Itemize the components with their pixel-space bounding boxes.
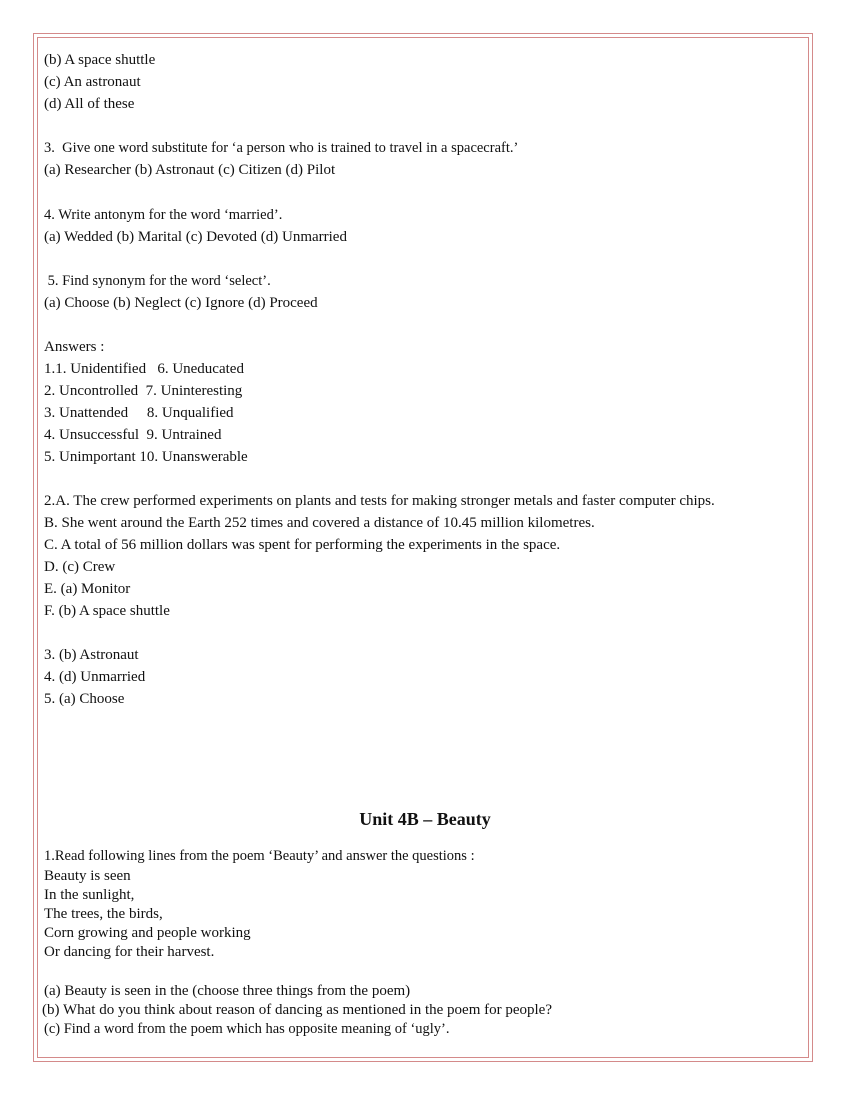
answer-line: 4. (d) Unmarried (44, 669, 146, 685)
poem-question-c: (c) Find a word from the poem which has opposite meaning of ‘ugly’. (44, 1021, 450, 1037)
poem-line: Corn growing and people working (44, 925, 251, 941)
answer-line: E. (a) Monitor (44, 581, 131, 597)
answer-line: 5. (a) Choose (44, 691, 125, 707)
answer-line: F. (b) A space shuttle (44, 603, 170, 619)
answer-line: 5. Unimportant 10. Unanswerable (44, 449, 248, 465)
poem-question-a: (a) Beauty is seen in the (choose three things from the poem) (44, 983, 411, 999)
q2-option-b: (b) A space shuttle (44, 52, 156, 68)
answer-line: C. A total of 56 million dollars was spent for performing the experiments in the space. (44, 537, 561, 553)
answer-line: 3. (b) Astronaut (44, 647, 139, 663)
poem-line: In the sunlight, (44, 887, 135, 903)
answers-heading: Answers : (44, 339, 105, 355)
poem-line: Or dancing for their harvest. (44, 944, 215, 960)
q3-question: 3. Give one word substitute for ‘a person who is trained to travel in a spacecraft.’ (44, 140, 519, 156)
q4-options: (a) Wedded (b) Marital (c) Devoted (d) Unmarried (44, 229, 347, 245)
answer-line: 2.A. The crew performed experiments on plants and tests for making stronger metals and faster computer chips. (44, 493, 715, 509)
answer-line: 1.1. Unidentified 6. Uneducated (44, 361, 244, 377)
poem-question-b: (b) What do you think about reason of dancing as mentioned in the poem for people? (42, 1002, 552, 1018)
q5-question: 5. Find synonym for the word ‘select’. (44, 273, 271, 289)
poem-line: The trees, the birds, (44, 906, 163, 922)
q5-options: (a) Choose (b) Neglect (c) Ignore (d) Proceed (44, 295, 318, 311)
unit-title: Unit 4B – Beauty (359, 809, 491, 829)
q3-options: (a) Researcher (b) Astronaut (c) Citizen (d) Pilot (44, 162, 336, 178)
answer-line: 4. Unsuccessful 9. Untrained (44, 427, 222, 443)
answer-line: 2. Uncontrolled 7. Uninteresting (44, 383, 243, 399)
q2-option-d: (d) All of these (44, 96, 135, 112)
poem-line: Beauty is seen (44, 868, 131, 884)
answer-line: 3. Unattended 8. Unqualified (44, 405, 234, 421)
answer-line: B. She went around the Earth 252 times and covered a distance of 10.45 million kilometres. (44, 515, 595, 531)
answer-line: D. (c) Crew (44, 559, 116, 575)
q4-question: 4. Write antonym for the word ‘married’. (44, 207, 283, 223)
poem-instruction: 1.Read following lines from the poem ‘Beauty’ and answer the questions : (44, 848, 475, 864)
q2-option-c: (c) An astronaut (44, 74, 141, 90)
